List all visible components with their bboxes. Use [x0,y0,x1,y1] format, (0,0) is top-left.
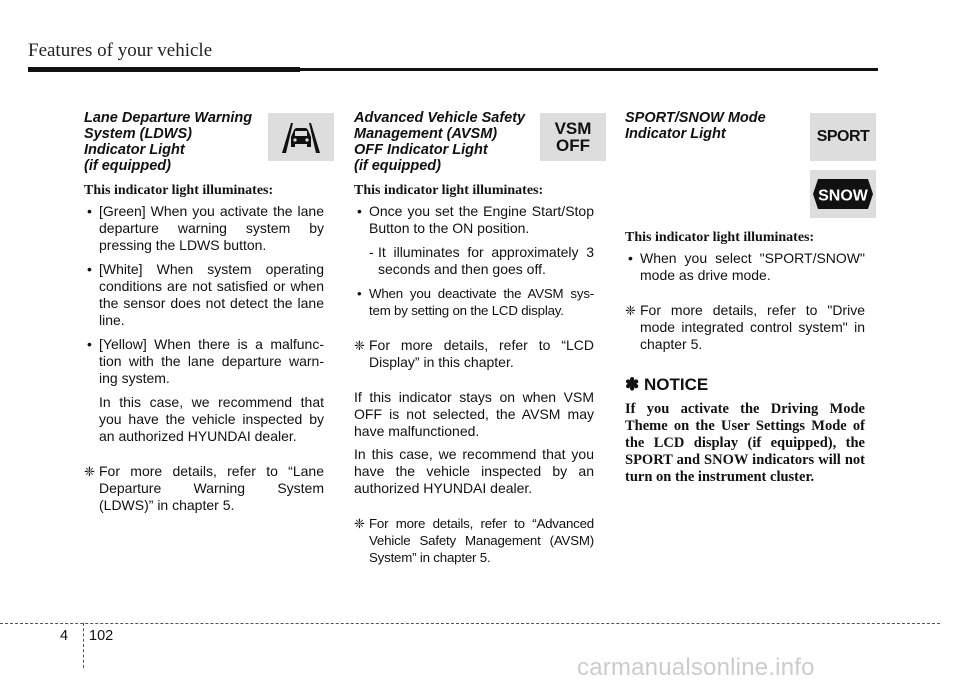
avsm-ref-lcd: ❈ For more details, refer to “LCD Display” in this chapter. [354,337,594,370]
snow-mode-icon [810,170,876,218]
page-header-title: Features of your vehicle [28,40,213,61]
avsm-ref-system: ❈ For more details, refer to “Advanced Vehicle Safety Management (AVSM) System” in chapter 5. [354,516,594,565]
notice-heading: ✽ NOTICE [625,375,709,394]
footer-vertical-rule [83,623,84,668]
footer-rule [0,623,940,624]
ldws-section [84,110,324,514]
ref-mark-icon: ❈ [354,338,365,353]
avsm-recommend: In this case, we recommend that you have the vehicle inspected by an authorized HYUNDAI dealer. [354,446,594,496]
notice-icon: ✽ [625,375,640,394]
avsm-section [354,110,594,566]
ldws-ref: ❈ For more details, refer to “Lane Departure Warning System (LDWS)” in chapter 5. [84,463,324,513]
sport-snow-section [625,110,865,486]
avsm-lead: This indicator light illuminates: [354,183,544,198]
ldws-bullet-green: • [Green] When you activate the lane departure warning system by pressing the LDWS button. [84,203,324,254]
snow-label: SNOW [818,187,868,205]
sport-mode-icon: SPORT [810,113,876,161]
sport-snow-ref: ❈ For more details, refer to "Drive mode integrated control system" in chapter 5. [625,302,865,352]
ref-mark-icon: ❈ [354,516,365,531]
ldws-recommend: In this case, we recommend that you have the vehicle inspected by an authorized HYUNDAI dealer. [99,394,324,444]
sport-snow-lead: This indicator light illuminates: [625,230,815,245]
avsm-bullet-deactivate: • When you deactivate the AVSM sys-tem by setting on the LCD display. [354,285,594,319]
notice-body: If you activate the Driving Mode Theme on the User Settings Mode of the LCD display (if equipped), the SPORT and SNOW indicators will not turn on the instrument cluster. [625,401,865,485]
sport-snow-bullet: • When you select "SPORT/SNOW" mode as drive mode. [625,250,865,284]
avsm-malfunction: If this indicator stays on when VSM OFF is not selected, the AVSM may have malfunctioned. [354,389,594,439]
vsm-off-icon: VSM OFF [540,113,606,161]
ref-mark-icon: ❈ [625,303,636,318]
watermark: carmanualsonline.info [577,654,815,681]
ldws-bullet-yellow: • [Yellow] When there is a malfunc-tion with the lane departure warn-ing system. [84,336,324,387]
avsm-title: Advanced Vehicle Safety Management (AVSM) OFF Indicator Light (if equipped) [354,110,526,174]
ldws-lead: This indicator light illuminates: [84,183,274,198]
chapter-number: 4 [60,628,69,644]
ref-mark-icon: ❈ [84,464,95,479]
page-number: 102 [89,628,114,644]
lane-departure-car-icon [268,113,334,161]
ldws-bullet-white: • [White] When system operating conditions are not satisfied or when the sensor does not detect the lane line. [84,261,324,329]
avsm-bullet-on: • Once you set the Engine Start/Stop Button to the ON position. [354,203,594,237]
header-rule [28,68,878,71]
sport-snow-title: SPORT/SNOW Mode Indicator Light [625,110,766,142]
avsm-sub: - It illuminates for approximately 3 seconds and then goes off. [369,244,594,277]
ldws-title: Lane Departure Warning System (LDWS) Indicator Light (if equipped) [84,110,253,174]
